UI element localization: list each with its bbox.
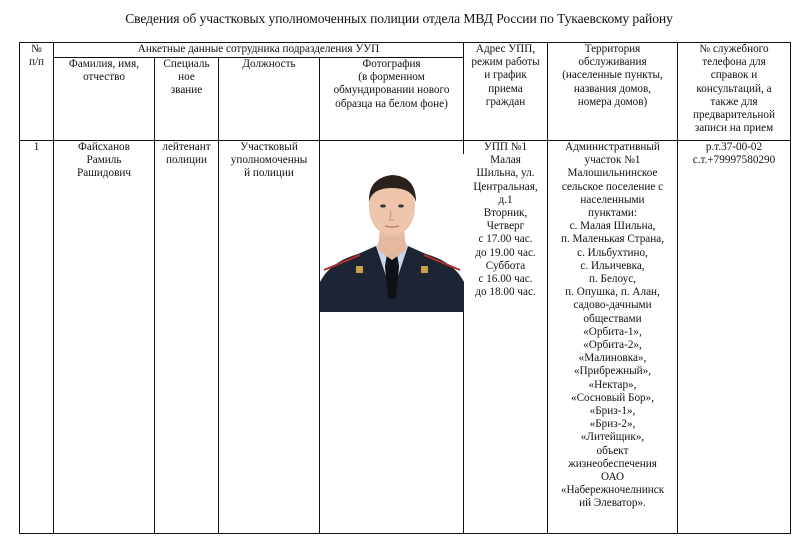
text-line: «Орбита-2», [583,339,642,352]
text-line: № [31,43,42,55]
cell-number: 1 [20,141,54,534]
text-line: до 19.00 час. [475,246,536,259]
text-line: Рашидович [77,167,131,180]
text-line: до 18.00 час. [475,286,536,299]
header-rank [155,58,219,141]
text-line: Фотография [362,58,421,70]
text-line: с 16.00 час. [478,273,533,286]
header-photo [320,58,464,141]
text-line: с.т.+79997580290 [692,154,776,167]
text-line: консультаций, а [696,82,772,95]
text-line: полиции [166,154,207,167]
text-line: «Бриз-2», [589,418,636,431]
cell-rank [155,141,219,534]
text-line: «Малиновка», [578,352,647,365]
text-line: «Прибрежный», [573,365,652,378]
text-line: № служебного [699,43,769,55]
header-position: Должность [219,58,320,141]
text-line: Фамилия, имя, [68,58,140,70]
header-territory [548,43,678,141]
text-line: с. Ильичевка, [580,259,645,272]
cell-position [219,141,320,534]
text-line: й полиции [244,167,294,180]
cell-photo [320,141,464,534]
text-line: названия домов, [573,82,652,95]
text-line: уполномоченны [230,154,308,167]
text-line: (в форменном [358,71,425,84]
text-line: ий Элеватор». [579,497,646,510]
header-number [20,43,54,141]
text-line: и график [484,69,527,82]
text-line: записи на прием [694,122,774,135]
header-full-name [54,58,155,141]
person-photo-icon [320,154,464,312]
text-line: «Бриз-1», [589,405,636,418]
text-line: справок и [710,69,758,82]
text-line: «Нектар», [588,378,637,391]
text-line: жизнеобеспечения [568,457,657,470]
text-line: Вторник, [483,207,528,220]
text-line: Рамиль [86,154,122,167]
text-line: Участковый [240,141,298,153]
text-line: с. Малая Шильна, [569,220,656,233]
header-phone [678,43,791,141]
text-line: номера домов) [577,95,648,108]
text-line: объект [596,444,629,457]
cell-territory [548,141,678,534]
text-line: звание [170,84,203,97]
text-line: п. Маленькая Страна, [560,233,665,246]
officers-table [19,42,791,534]
text-line: Малая [490,154,521,167]
text-line: «Сосновый Бор», [570,391,655,404]
text-line: ОАО [600,471,625,484]
cell-full-name [54,141,155,534]
officer-photo [320,154,464,312]
text-line: предварительной [693,109,775,122]
text-line: «Литейщик», [580,431,645,444]
cell-address [464,141,548,534]
text-line: Файсханов [78,141,130,153]
text-line: Административный [565,141,660,153]
text-line: населенными [580,193,645,206]
table-row [20,141,791,534]
text-line: также для [710,95,758,108]
text-line: р.т.37-00-02 [705,141,763,153]
text-line: Центральная, [473,180,538,193]
text-line: граждан [485,95,526,108]
header-address [464,43,548,141]
text-line: (населенные пункты, [562,69,663,82]
text-line: ное [178,71,195,84]
text-line: Адрес УПП, [475,43,536,55]
header-group: Анкетные данные сотрудника подразделения УУП [54,43,464,58]
text-line: телефона для [702,56,766,69]
text-line: п/п [28,56,45,69]
text-line: приема [488,82,523,95]
text-line: сельское поселение с [561,180,664,193]
text-line: Суббота [485,259,526,272]
text-line: образца на белом фоне) [335,97,448,110]
text-line: Территория [584,43,641,55]
cell-phone [678,141,791,534]
text-line: обмундировании нового [333,84,450,97]
text-line: п. Белоус, [588,273,637,286]
text-line: режим работы [471,56,540,69]
text-line: УПП №1 [483,141,528,153]
text-line: п. Опушка, п. Алан, [565,286,660,299]
text-line: лейтенант [162,141,211,153]
text-line: Четверг [486,220,525,233]
text-line: Шильна, ул. [476,167,535,180]
text-line: обществами [583,312,642,325]
text-line: «Орбита-1», [583,325,642,338]
text-line: Специаль [163,58,210,70]
document-title: Сведения об участковых уполномоченных полиции отдела МВД России по Тукаевскому району [125,11,673,26]
text-line: «Набережночелнинск [560,484,665,497]
text-line: садово-дачными [573,299,652,312]
text-line: д.1 [498,193,513,206]
text-line: с 17.00 час. [478,233,533,246]
text-line: обслуживания [578,56,647,69]
text-line: участок №1 [584,154,641,167]
text-line: с. Ильбухтино, [577,246,648,259]
text-line: пунктами: [587,207,638,220]
text-line: отчество [83,71,125,84]
text-line: Малошильнинское [567,167,658,180]
